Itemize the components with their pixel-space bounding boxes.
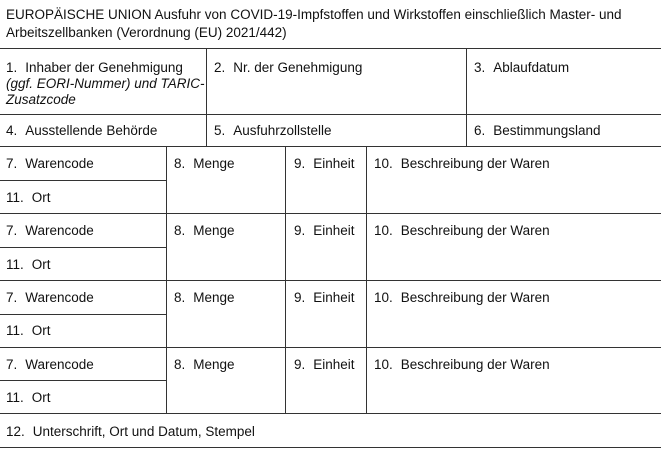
divider xyxy=(0,413,661,414)
field-2-authorisation-number xyxy=(214,60,362,76)
field-10-goods-description xyxy=(374,357,550,373)
field-label: Warencode xyxy=(25,290,94,305)
divider xyxy=(0,146,661,147)
field-number: 8. xyxy=(174,223,186,238)
field-number: 11. xyxy=(6,190,24,205)
field-label: Beschreibung der Waren xyxy=(400,156,550,171)
field-8-quantity xyxy=(174,156,235,172)
field-number: 9. xyxy=(294,223,306,238)
field-10-goods-description xyxy=(374,156,550,172)
field-number: 8. xyxy=(174,290,186,305)
divider xyxy=(0,247,166,248)
field-label: Einheit xyxy=(313,290,355,305)
field-label: Einheit xyxy=(313,223,355,238)
field-sublabel: (ggf. EORI-Nummer) und TARIC- xyxy=(6,76,205,91)
field-label: Ort xyxy=(31,390,51,405)
field-label: Menge xyxy=(193,156,235,171)
field-10-goods-description xyxy=(374,290,550,306)
field-number: 2. xyxy=(214,60,226,75)
field-number: 11. xyxy=(6,390,24,405)
divider xyxy=(206,48,207,147)
field-number: 10. xyxy=(374,290,393,305)
field-7-commodity-code xyxy=(6,223,94,239)
field-9-unit xyxy=(294,223,355,239)
field-5-customs-office xyxy=(214,123,332,139)
field-number: 9. xyxy=(294,290,306,305)
field-label: Warencode xyxy=(25,357,94,372)
field-label: Beschreibung der Waren xyxy=(400,223,550,238)
field-label: Nr. der Genehmigung xyxy=(233,60,363,75)
field-11-place xyxy=(6,190,51,206)
field-8-quantity xyxy=(174,357,235,373)
divider xyxy=(0,347,661,348)
field-number: 7. xyxy=(6,290,18,305)
field-9-unit xyxy=(294,290,355,306)
form-title: EUROPÄISCHE UNION Ausfuhr von COVID-19-Impfstoffen und Wirkstoffen einschließlich Master- und Arbeitszellbanken (Verordnung (EU) 2021/442) xyxy=(6,7,622,40)
field-number: 10. xyxy=(374,223,393,238)
field-sublabel: Zusatzcode xyxy=(6,92,76,107)
field-label: Unterschrift, Ort und Datum, Stempel xyxy=(32,424,255,439)
field-7-commodity-code xyxy=(6,357,94,373)
field-label: Menge xyxy=(193,223,235,238)
field-number: 12. xyxy=(6,424,25,439)
divider xyxy=(0,48,661,49)
field-number: 8. xyxy=(174,156,186,171)
field-7-commodity-code xyxy=(6,290,94,306)
field-label: Einheit xyxy=(313,357,355,372)
field-label: Ort xyxy=(31,190,51,205)
field-number: 10. xyxy=(374,357,393,372)
field-label: Inhaber der Genehmigung xyxy=(25,60,183,75)
field-label: Bestimmungsland xyxy=(493,123,601,138)
field-number: 11. xyxy=(6,257,24,272)
divider xyxy=(0,114,661,115)
field-number: 7. xyxy=(6,223,18,238)
field-number: 1. xyxy=(6,60,18,75)
field-number: 10. xyxy=(374,156,393,171)
field-number: 9. xyxy=(294,357,306,372)
field-8-quantity xyxy=(174,223,235,239)
divider xyxy=(0,180,166,181)
divider xyxy=(0,380,166,381)
field-number: 11. xyxy=(6,323,24,338)
divider xyxy=(0,213,661,214)
field-label: Menge xyxy=(193,357,235,372)
field-4-issuing-authority xyxy=(6,123,157,139)
field-1-holder xyxy=(6,60,205,108)
field-label: Ort xyxy=(31,257,51,272)
field-label: Ablaufdatum xyxy=(493,60,570,75)
divider xyxy=(285,146,286,414)
field-label: Menge xyxy=(193,290,235,305)
field-label: Einheit xyxy=(313,156,355,171)
field-number: 9. xyxy=(294,156,306,171)
divider xyxy=(0,280,661,281)
field-10-goods-description xyxy=(374,223,550,239)
divider xyxy=(466,48,467,147)
field-number: 6. xyxy=(474,123,486,138)
divider xyxy=(166,146,167,414)
divider xyxy=(0,314,166,315)
field-11-place xyxy=(6,323,51,339)
field-9-unit xyxy=(294,357,355,373)
field-11-place xyxy=(6,257,51,273)
field-6-destination-country xyxy=(474,123,601,139)
field-number: 7. xyxy=(6,156,18,171)
field-7-commodity-code xyxy=(6,156,94,172)
field-number: 4. xyxy=(6,123,18,138)
field-label: Beschreibung der Waren xyxy=(400,357,550,372)
field-8-quantity xyxy=(174,290,235,306)
field-number: 5. xyxy=(214,123,226,138)
field-label: Ausfuhrzollstelle xyxy=(233,123,332,138)
field-12-signature xyxy=(6,424,255,440)
field-label: Warencode xyxy=(25,223,94,238)
field-label: Ausstellende Behörde xyxy=(25,123,158,138)
field-label: Beschreibung der Waren xyxy=(400,290,550,305)
field-9-unit xyxy=(294,156,355,172)
field-number: 3. xyxy=(474,60,486,75)
field-label: Warencode xyxy=(25,156,94,171)
field-3-expiry-date xyxy=(474,60,569,76)
field-number: 7. xyxy=(6,357,18,372)
field-label: Ort xyxy=(31,323,51,338)
field-11-place xyxy=(6,390,51,406)
divider xyxy=(366,146,367,414)
divider xyxy=(0,447,661,448)
field-number: 8. xyxy=(174,357,186,372)
